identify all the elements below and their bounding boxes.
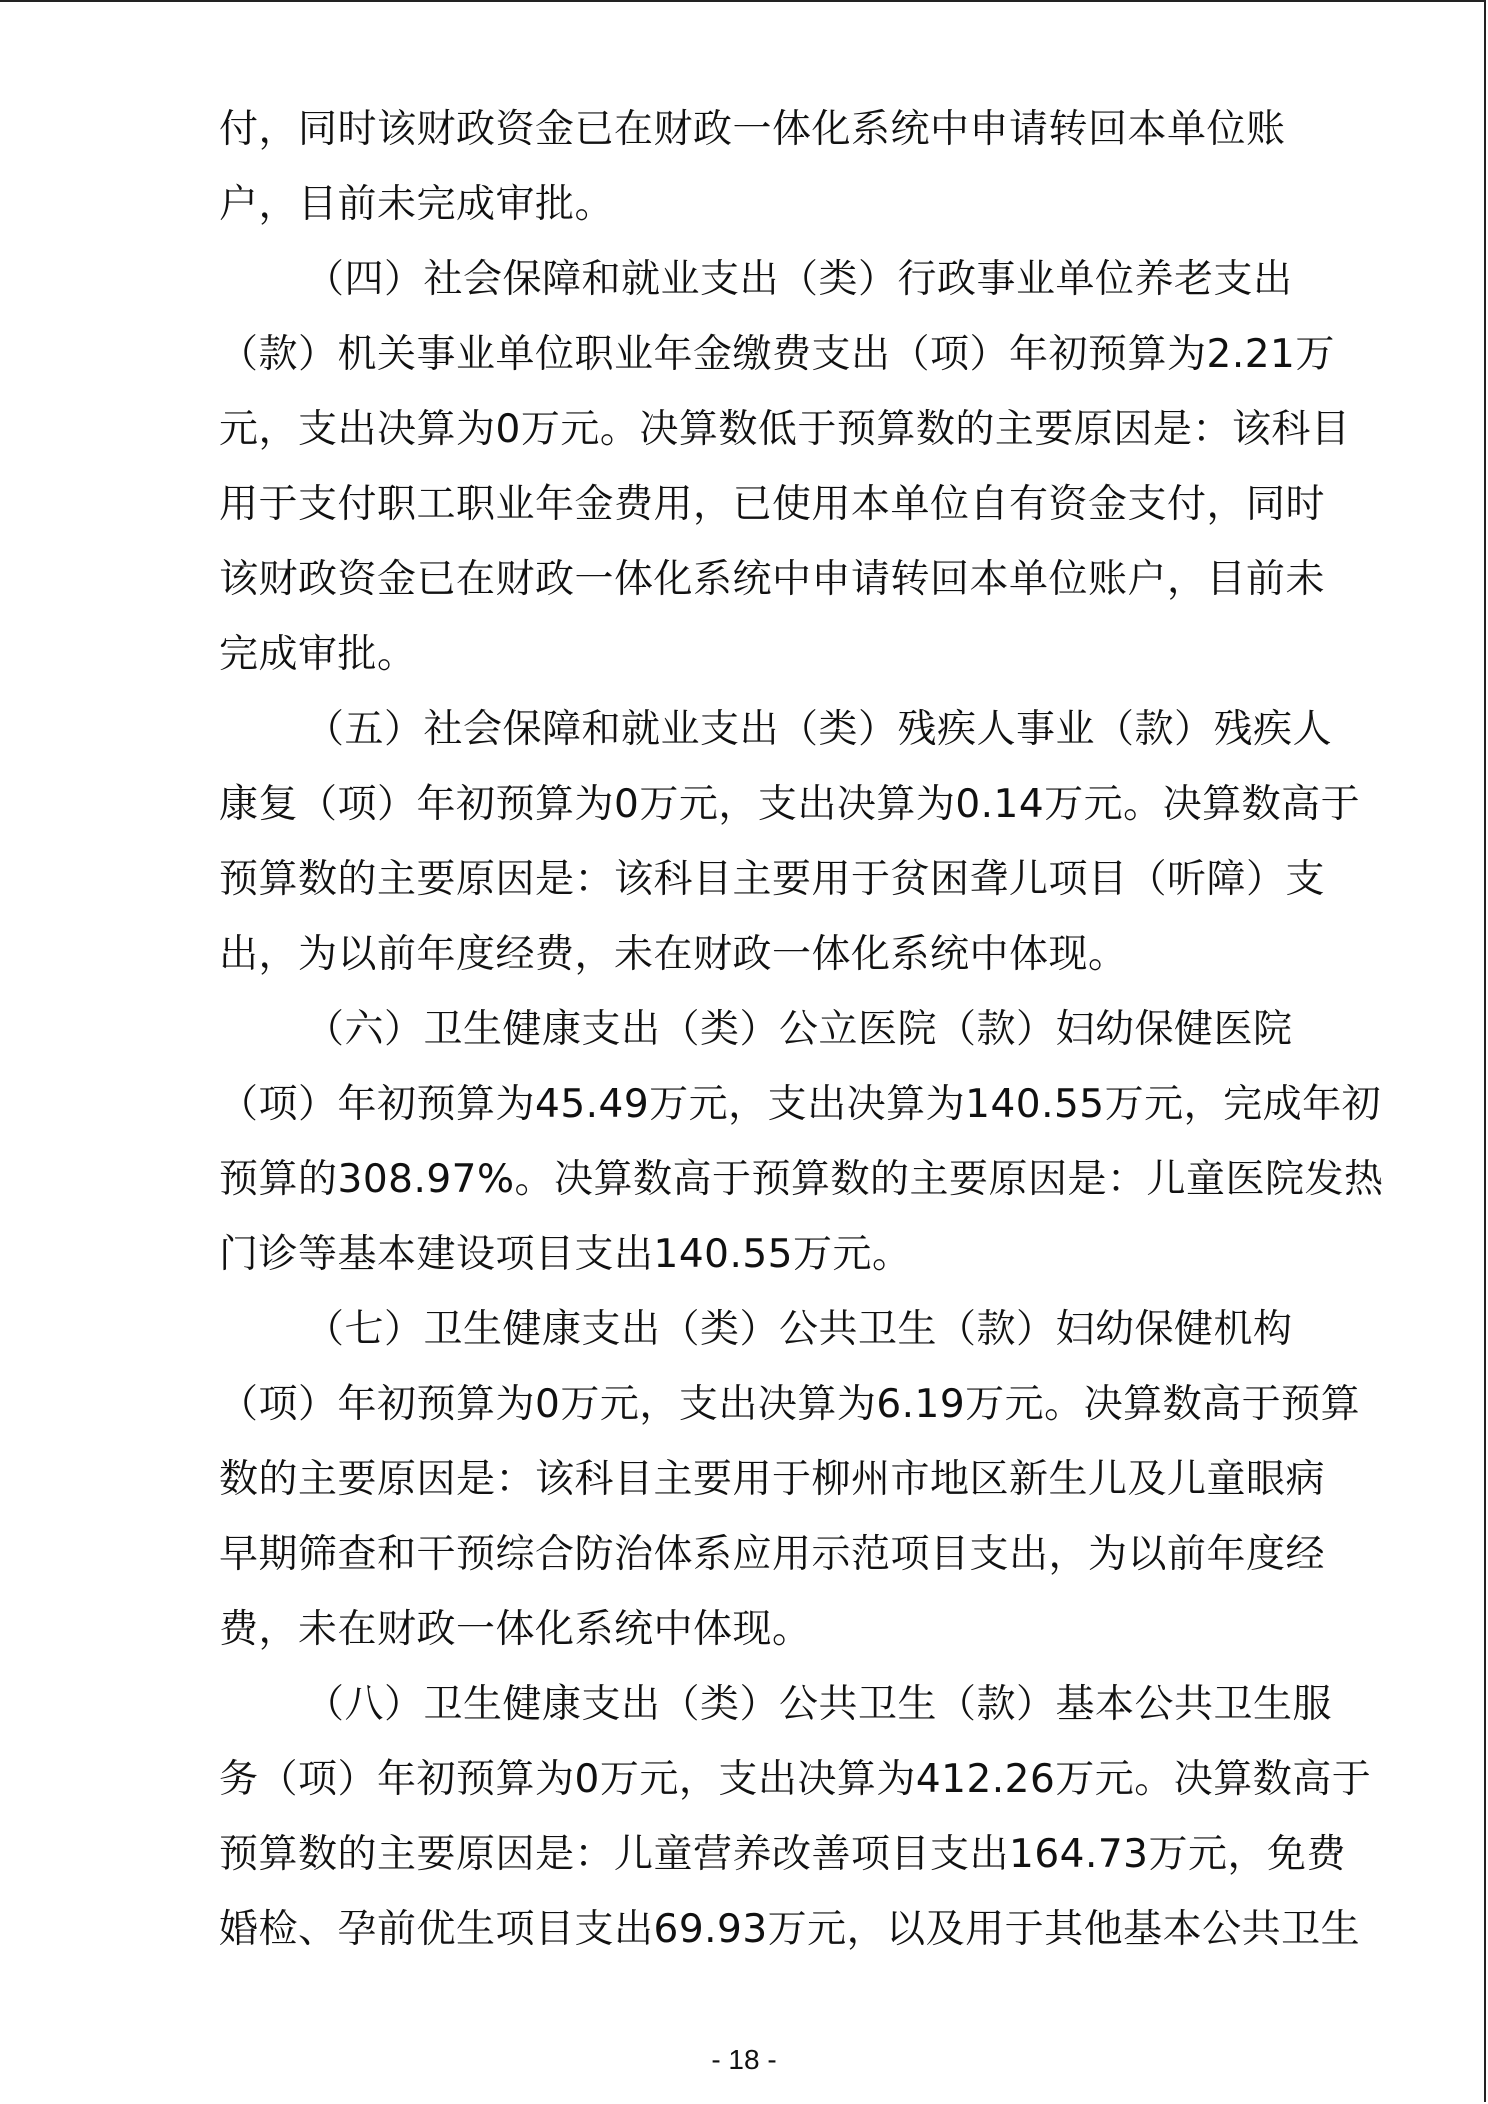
- text-line: 预算的308.97%。决算数高于预算数的主要原因是：儿童医院发热: [219, 1157, 1384, 1202]
- text-line: 康复（项）年初预算为0万元，支出决算为0.14万元。决算数高于: [219, 782, 1361, 827]
- text-line: 预算数的主要原因是：该科目主要用于贫困聋儿项目（听障）支: [219, 857, 1326, 902]
- text-line: 元，支出决算为0万元。决算数低于预算数的主要原因是：该科目: [219, 407, 1351, 452]
- text-line: 完成审批。: [219, 632, 417, 677]
- section-heading-line: （六）卫生健康支出（类）公立医院（款）妇幼保健医院: [305, 1007, 1293, 1052]
- document-body: [219, 92, 1384, 1967]
- text-line: 婚检、孕前优生项目支出69.93万元，以及用于其他基本公共卫生: [219, 1907, 1361, 1952]
- text-line: （款）机关事业单位职业年金缴费支出（项）年初预算为2.21万: [219, 332, 1335, 377]
- text-line: 门诊等基本建设项目支出140.55万元。: [219, 1232, 912, 1277]
- text-line: 户，目前未完成审批。: [219, 182, 615, 227]
- text-line: 早期筛查和干预综合防治体系应用示范项目支出，为以前年度经: [219, 1532, 1326, 1577]
- text-line: 出，为以前年度经费，未在财政一体化系统中体现。: [219, 932, 1128, 977]
- section-heading-line: （五）社会保障和就业支出（类）残疾人事业（款）残疾人: [305, 707, 1333, 752]
- page-number: - 18 -: [711, 2044, 777, 2075]
- section-heading-line: （四）社会保障和就业支出（类）行政事业单位养老支出: [305, 257, 1293, 302]
- text-line: 数的主要原因是：该科目主要用于柳州市地区新生儿及儿童眼病: [219, 1457, 1326, 1502]
- section-heading-line: （八）卫生健康支出（类）公共卫生（款）基本公共卫生服: [305, 1682, 1333, 1727]
- text-line: 该财政资金已在财政一体化系统中申请转回本单位账户，目前未: [219, 557, 1326, 602]
- text-line: 费，未在财政一体化系统中体现。: [219, 1607, 812, 1652]
- text-line: （项）年初预算为0万元，支出决算为6.19万元。决算数高于预算: [219, 1382, 1361, 1427]
- text-line: 用于支付职工职业年金费用，已使用本单位自有资金支付，同时: [219, 482, 1326, 527]
- section-heading-line: （七）卫生健康支出（类）公共卫生（款）妇幼保健机构: [305, 1307, 1293, 1352]
- text-line: 付，同时该财政资金已在财政一体化系统中申请转回本单位账: [219, 107, 1286, 152]
- text-line: （项）年初预算为45.49万元，支出决算为140.55万元，完成年初: [219, 1082, 1382, 1127]
- text-line: 预算数的主要原因是：儿童营养改善项目支出164.73万元，免费: [219, 1832, 1346, 1877]
- text-line: 务（项）年初预算为0万元，支出决算为412.26万元。决算数高于: [219, 1757, 1372, 1802]
